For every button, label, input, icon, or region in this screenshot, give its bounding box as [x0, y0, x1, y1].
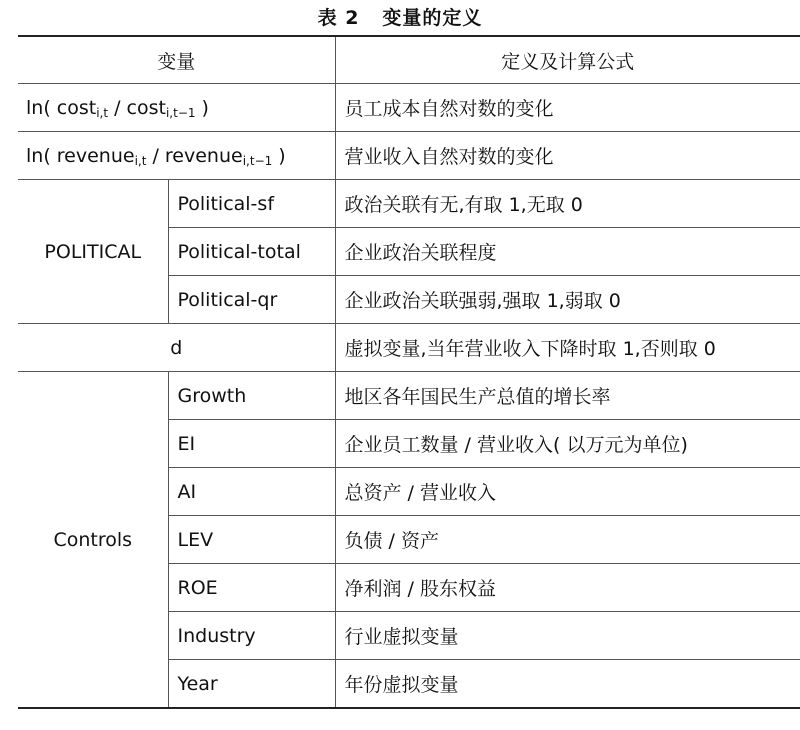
- variable-lev: LEV: [168, 516, 335, 564]
- variable-definition-table: [18, 35, 800, 709]
- variable-ei: EI: [168, 420, 335, 468]
- definition-cost-ratio: 员工成本自然对数的变化: [335, 84, 800, 132]
- definition-d: 虚拟变量,当年营业收入下降时取 1,否则取 0: [335, 324, 800, 372]
- definition-ai: 总资产 / 营业收入: [335, 468, 800, 516]
- definition-revenue-ratio: 营业收入自然对数的变化: [335, 132, 800, 180]
- revenue-prefix: ln( revenue: [26, 144, 135, 167]
- cost-suffix: ): [195, 96, 209, 119]
- variable-year: Year: [168, 660, 335, 709]
- variable-political-qr: Political-qr: [168, 276, 335, 324]
- table-row: [18, 372, 800, 420]
- definition-ei: 企业员工数量 / 营业收入( 以万元为单位): [335, 420, 800, 468]
- variable-industry: Industry: [168, 612, 335, 660]
- definition-lev: 负债 / 资产: [335, 516, 800, 564]
- header-row: [18, 36, 800, 84]
- revenue-subscript-current: i,t: [134, 153, 147, 168]
- variable-growth: Growth: [168, 372, 335, 420]
- table-row: [18, 180, 800, 228]
- group-political: POLITICAL: [18, 180, 168, 324]
- revenue-suffix: ): [272, 144, 286, 167]
- table-row: [18, 132, 800, 180]
- definition-political-sf: 政治关联有无,有取 1,无取 0: [335, 180, 800, 228]
- definition-industry: 行业虚拟变量: [335, 612, 800, 660]
- variable-political-total: Political-total: [168, 228, 335, 276]
- definition-growth: 地区各年国民生产总值的增长率: [335, 372, 800, 420]
- definition-political-total: 企业政治关联程度: [335, 228, 800, 276]
- definition-roe: 净利润 / 股东权益: [335, 564, 800, 612]
- definition-year: 年份虚拟变量: [335, 660, 800, 709]
- cost-subscript-previous: i,t−1: [165, 105, 196, 120]
- table-caption: 表 2 变量的定义: [317, 7, 483, 29]
- variable-ai: AI: [168, 468, 335, 516]
- cost-prefix: ln( cost: [26, 96, 97, 119]
- cost-subscript-current: i,t: [96, 105, 109, 120]
- group-controls: Controls: [18, 372, 168, 709]
- cost-middle: / cost: [108, 96, 166, 119]
- revenue-middle: / revenue: [146, 144, 243, 167]
- table-row: [18, 84, 800, 132]
- table-row: [18, 324, 800, 372]
- variable-cost-ratio: [18, 84, 335, 132]
- definition-political-qr: 企业政治关联强弱,强取 1,弱取 0: [335, 276, 800, 324]
- header-variable: 变量: [18, 36, 335, 84]
- revenue-subscript-previous: i,t−1: [242, 153, 273, 168]
- variable-d: d: [18, 324, 335, 372]
- variable-revenue-ratio: [18, 132, 335, 180]
- variable-political-sf: Political-sf: [168, 180, 335, 228]
- header-definition: 定义及计算公式: [335, 36, 800, 84]
- variable-roe: ROE: [168, 564, 335, 612]
